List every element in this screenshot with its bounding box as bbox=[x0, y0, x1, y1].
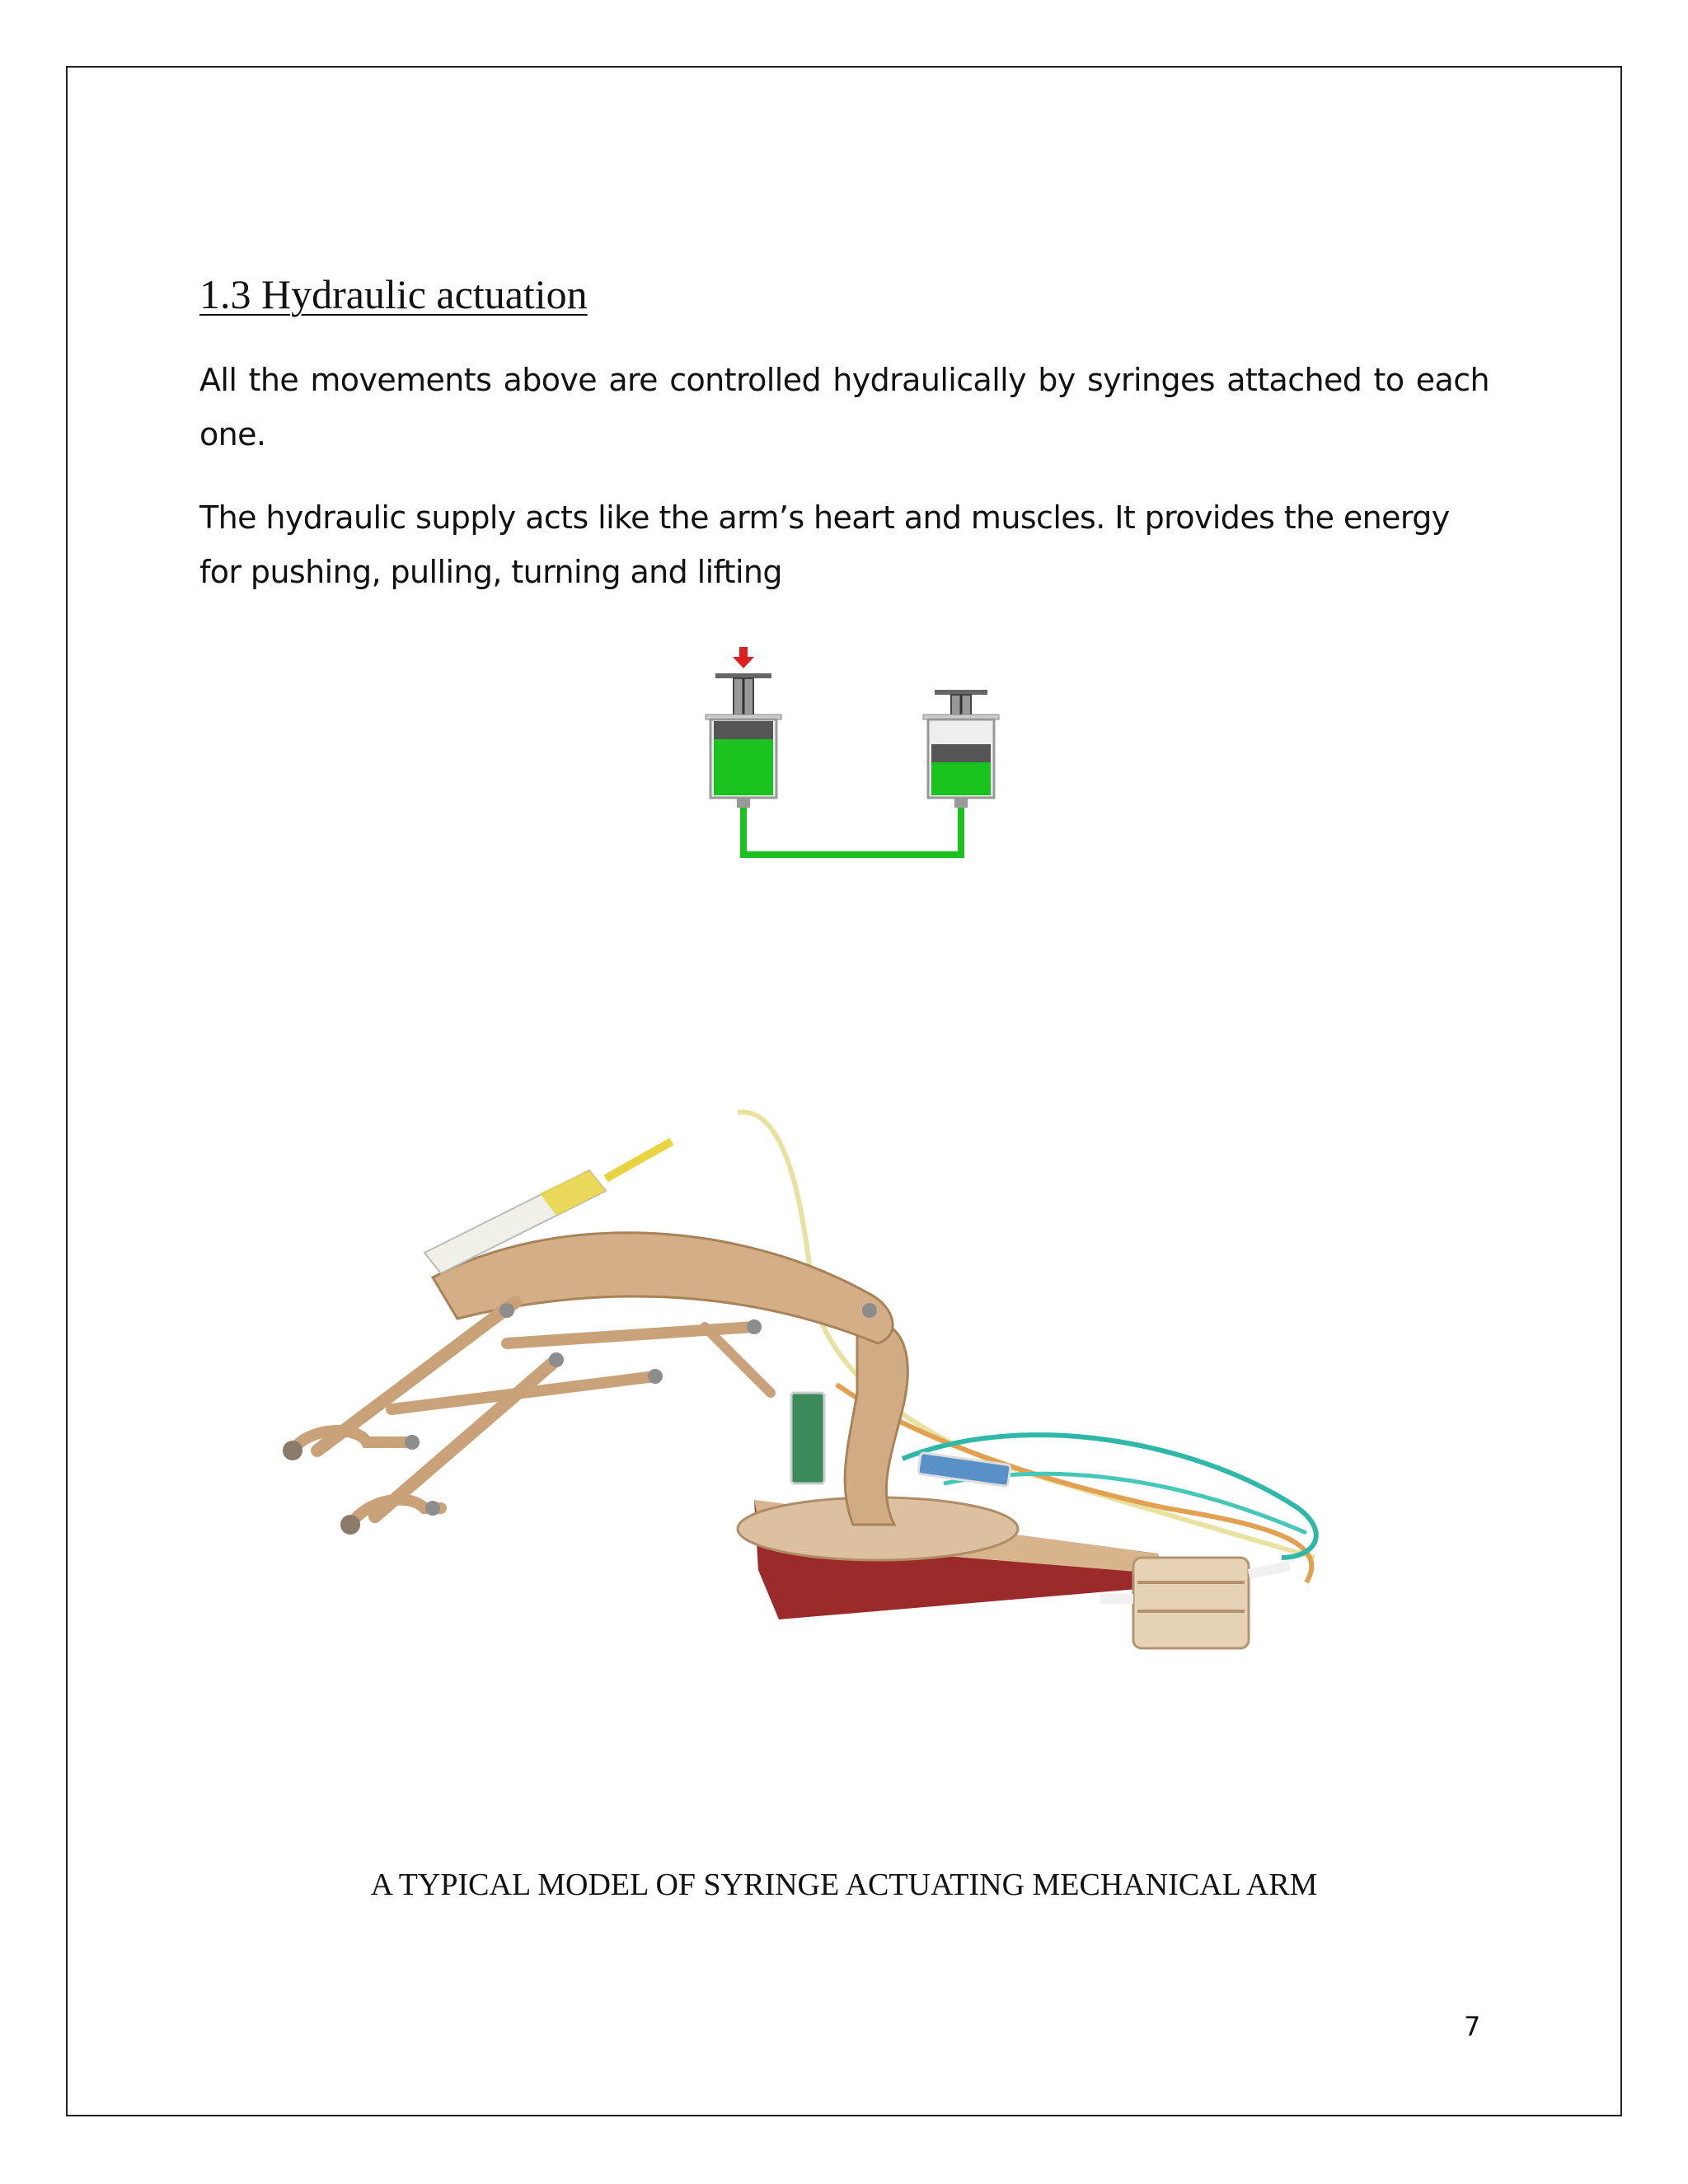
arm-upright bbox=[845, 1323, 907, 1525]
hydraulic-tube bbox=[743, 808, 961, 855]
left-syringe bbox=[706, 673, 781, 808]
section-heading: 1.3 Hydraulic actuation bbox=[199, 271, 588, 317]
figure-caption: A TYPICAL MODEL OF SYRINGE ACTUATING MECHANICAL ARM bbox=[370, 1868, 1318, 1902]
arm-linkages bbox=[317, 1302, 771, 1516]
yellow-tube bbox=[738, 1112, 1315, 1558]
page-number: 7 bbox=[1464, 2011, 1481, 2042]
syringe-pair-diagram bbox=[692, 639, 1006, 861]
green-syringe bbox=[791, 1393, 824, 1483]
push-arrow-icon bbox=[733, 647, 754, 668]
hydraulic-arm-photo bbox=[243, 1096, 1348, 1706]
right-syringe bbox=[923, 690, 999, 808]
blue-syringe bbox=[918, 1452, 1011, 1486]
paragraph-movements: All the movements above are controlled hydraulically by syringes attached to each one. bbox=[199, 362, 1489, 452]
paragraph-hydraulic-supply: The hydraulic supply acts like the arm’s heart and muscles. It provides the energy for pushing, pulling, turning and lifting bbox=[199, 499, 1450, 590]
